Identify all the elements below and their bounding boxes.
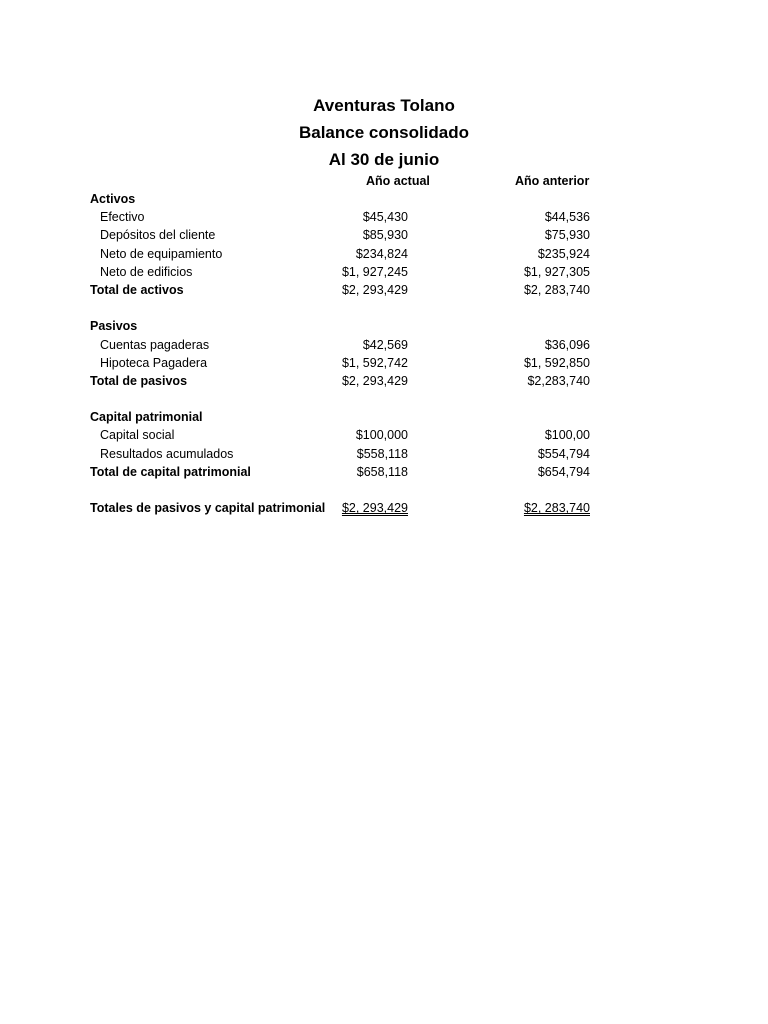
row-label: Total de capital patrimonial <box>90 464 251 479</box>
spacer <box>90 481 590 499</box>
previous-value: $235,924 <box>537 246 590 261</box>
table-row <box>90 226 590 244</box>
row-label: Total de pasivos <box>90 373 188 388</box>
grand-total-row <box>90 499 590 517</box>
previous-value: $2, 283,740 <box>523 501 590 516</box>
current-value: $1, 927,245 <box>341 264 408 279</box>
total-assets-row <box>90 281 590 299</box>
previous-value: $654,794 <box>537 464 590 479</box>
row-label: Depósitos del cliente <box>100 228 216 243</box>
total-equity-row <box>90 463 590 481</box>
section-equity-heading <box>90 408 590 426</box>
table-row <box>90 245 590 263</box>
column-header-current: Año actual <box>366 174 430 188</box>
table-row <box>90 208 590 226</box>
previous-value: $36,096 <box>544 337 590 352</box>
table-row <box>90 426 590 444</box>
total-liabilities-row <box>90 372 590 390</box>
current-value: $2, 293,429 <box>341 282 408 297</box>
spacer <box>90 299 590 317</box>
row-label: Totales de pasivos y capital patrimonial <box>90 501 326 516</box>
previous-value: $1, 592,850 <box>523 355 590 370</box>
row-label: Neto de edificios <box>100 264 193 279</box>
previous-value: $75,930 <box>544 228 590 243</box>
company-name: Aventuras Tolano <box>313 96 455 115</box>
row-label: Efectivo <box>100 210 145 225</box>
current-value: $45,430 <box>362 210 408 225</box>
row-label: Capital social <box>100 428 175 443</box>
current-value: $100,000 <box>355 428 408 443</box>
current-value: $85,930 <box>362 228 408 243</box>
report-title: Balance consolidado <box>298 123 470 142</box>
report-header <box>234 92 534 173</box>
row-label: Neto de equipamiento <box>100 246 223 261</box>
current-value: $658,118 <box>356 464 408 479</box>
report-date: Al 30 de junio <box>328 150 440 169</box>
table-row <box>90 263 590 281</box>
spacer <box>90 390 590 408</box>
previous-value: $100,00 <box>544 428 590 443</box>
current-value: $234,824 <box>355 246 408 261</box>
current-value: $558,118 <box>356 446 408 461</box>
table-row <box>90 354 590 372</box>
section-title: Activos <box>90 192 136 206</box>
table-row <box>90 336 590 354</box>
previous-value: $1, 927,305 <box>523 264 590 279</box>
table-row <box>90 445 590 463</box>
row-label: Hipoteca Pagadera <box>100 355 208 370</box>
current-value: $2, 293,429 <box>341 373 408 388</box>
row-label: Resultados acumulados <box>100 446 234 461</box>
balance-sheet-table <box>90 190 590 517</box>
column-header-previous: Año anterior <box>515 174 590 188</box>
row-label: Total de activos <box>90 282 184 297</box>
section-assets-heading <box>90 190 590 208</box>
row-label: Cuentas pagaderas <box>100 337 210 352</box>
previous-value: $554,794 <box>537 446 590 461</box>
previous-value: $44,536 <box>544 210 590 225</box>
current-value: $1, 592,742 <box>341 355 408 370</box>
current-value: $2, 293,429 <box>341 501 408 516</box>
section-liabilities-heading <box>90 317 590 335</box>
section-title: Capital patrimonial <box>90 410 203 425</box>
previous-value: $2, 283,740 <box>523 282 590 297</box>
current-value: $42,569 <box>362 337 408 352</box>
previous-value: $2,283,740 <box>527 373 590 388</box>
section-title: Pasivos <box>90 319 138 334</box>
